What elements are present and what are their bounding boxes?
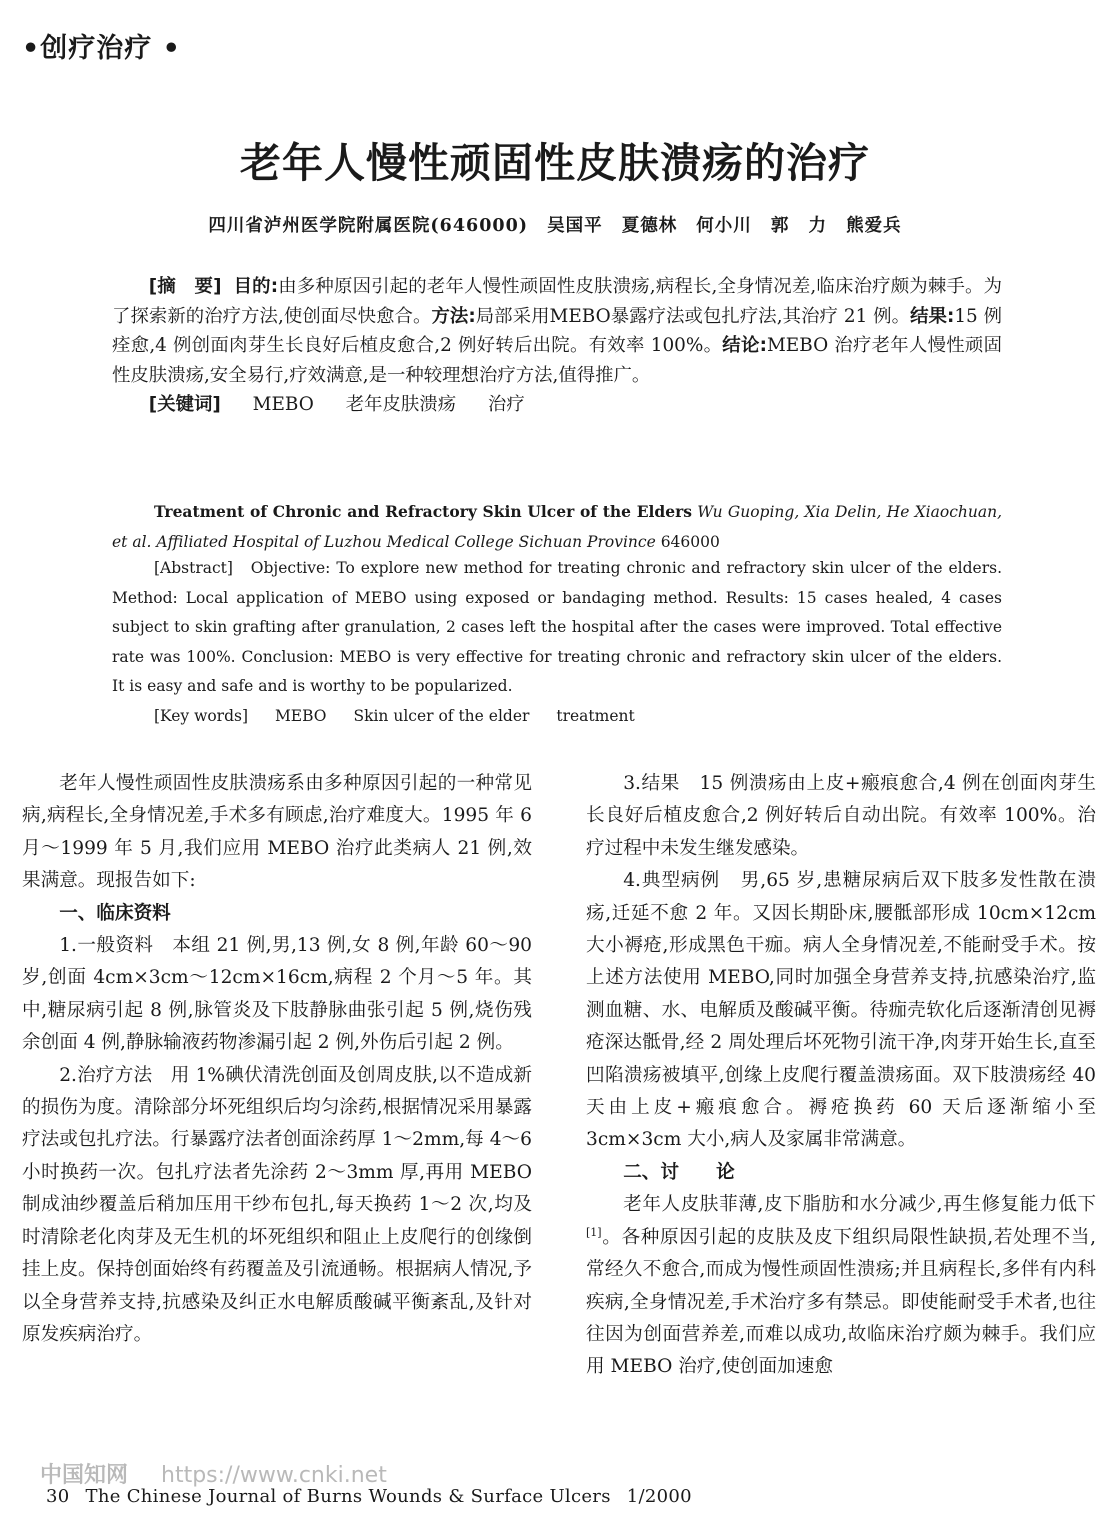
english-title-line — [112, 497, 1002, 557]
keyword: MEBO — [252, 394, 314, 415]
english-postcode: 646000 — [660, 532, 720, 551]
general-data-paragraph — [22, 930, 532, 1060]
reference-marker: [1] — [586, 1225, 602, 1239]
discussion-text-b: 。各种原因引起的皮肤及皮下组织局限性缺损,若处理不当,常经久不愈合,而成为慢性顽固性溃疡;并且病程长,多伴有内科疾病,全身情况差,手术治疗多有禁忌。即使能耐受手术者,也往往因为创面营养差,而难以成功,故临床治疗颇为棘手。我们应用 MEBO 治疗,使创面加速愈 — [586, 1226, 1096, 1378]
conclusion-label: 结论: — [722, 335, 767, 356]
conclusion-text: MEBO 治疗老年人慢性顽固性皮肤溃疡,安全易行,疗效满意,是一种较理想治疗方法,值得推广。 — [112, 335, 1002, 386]
discussion-text-a: 老年人皮肤菲薄,皮下脂肪和水分减少,再生修复能力低下 — [623, 1194, 1096, 1216]
journal-name: The Chinese Journal of Burns Wounds & Surface Ulcers — [85, 1486, 611, 1507]
body-column-left — [22, 768, 532, 1351]
general-data-text: 本组 21 例,男,13 例,女 8 例,年龄 60～90 岁,创面 4cm×3cm～12cm×16cm,病程 2 个月～5 年。其中,糖尿病引起 8 例,脉管炎及下肢静脉曲张引起 5 例,烧伤残余创面 4 例,静脉输液药物渗漏引起 2 例,外伤后引起 2 例。 — [22, 935, 533, 1054]
abstract-label: [摘 要] — [148, 276, 222, 297]
authors-line: 四川省泸州医学院附属医院(646000) 吴国平 夏德林 何小川 郭 力 熊爱兵 — [208, 216, 902, 236]
case-report-text: 男,65 岁,患糖尿病后双下肢多发性散在溃疡,迁延不愈 2 年。又因长期卧床,腰骶部形成 10cm×12cm 大小褥疮,形成黑色干痂。病人全身情况差,不能耐受手术。按上述方法使用 MEBO,同时加强全身营养支持,抗感染治疗,监测血糖、水、电解质及酸碱平衡。待痂壳软化后逐渐清创见褥疮深达骶骨,经 2 周处理后坏死物引流干净,肉芽开始生长,直至凹陷溃疡被填平,创缘上皮爬行覆盖溃疡面。双下肢溃疡经 40 天由上皮+瘢痕愈合。褥疮换药 60 天后逐渐缩小至 3cm×3cm 大小,病人及家属非常满意。 — [586, 870, 1096, 1151]
section-heading-clinical-data: 一、临床资料 — [59, 902, 171, 924]
results-paragraph — [586, 768, 1096, 865]
general-data-label: 1.一般资料 — [59, 935, 154, 957]
english-keywords-line — [112, 702, 1002, 732]
cnki-url: https://www.cnki.net — [161, 1463, 387, 1488]
journal-issue: 1/2000 — [626, 1486, 692, 1507]
english-abstract-label: [Abstract] — [154, 559, 233, 577]
results-text: 15 例痊愈,4 例创面肉芽生长良好后植皮愈合,2 例好转后出院。有效率 100%。 — [112, 305, 1003, 356]
case-report-paragraph — [586, 865, 1096, 1157]
objective-text: 由多种原因引起的老年人慢性顽固性皮肤溃疡,病程长,全身情况差,临床治疗颇为棘手。为了探索新的治疗方法,使创面尽快愈合。 — [112, 276, 1002, 327]
section-heading-discussion: 二、讨 论 — [623, 1161, 735, 1183]
case-report-label: 4.典型病例 — [623, 870, 721, 892]
results-section-text: 15 例溃疡由上皮+瘢痕愈合,4 例在创面肉芽生长良好后植皮愈合,2 例好转后自动出院。有效率 100%。治疗过程中未发生继发感染。 — [586, 773, 1096, 859]
article-title: 老年人慢性顽固性皮肤溃疡的治疗 — [240, 139, 870, 187]
english-title: Treatment of Chronic and Refractory Skin Ulcer of the Elders — [154, 502, 693, 521]
treatment-method-text: 用 1%碘伏清洗创面及创周皮肤,以不造成新的损伤为度。清除部分坏死组织后均匀涂药,根据情况采用暴露疗法或包扎疗法。行暴露疗法者创面涂药厚 1～2mm,每 4～6 小时换药一次。包扎疗法者先涂药 2～3mm 厚,再用 MEBO 制成油纱覆盖后稍加压用干纱布包扎,每天换药 1～2 次,均及时清除老化肉芽及无生机的坏死组织和阻止上皮爬行的创缘倒挂上皮。保持创面始终有药覆盖及引流通畅。根据病人情况,予以全身营养支持,抗感染及纠正水电解质酸碱平衡紊乱,及针对原发疾病治疗。 — [22, 1064, 532, 1345]
method-text: 局部采用MEBO暴露疗法或包扎疗法,其治疗 21 例。 — [475, 305, 911, 327]
keywords-line — [112, 390, 1002, 420]
english-keyword: treatment — [556, 706, 635, 725]
english-abstract-text: Objective: To explore new method for treating chronic and refractory skin ulcer of the elders. Method: Local application of MEBO using exposed or bandaging method. Results: 15 cases healed, 4 cases subject to skin grafting after granulation, 2 cases left the hospital after the cases were improved. Total effective rate was 100%. Conclusion: MEBO is very effective for treating chronic and refractory skin ulcer of the elders. It is easy and safe and is worthy to be popularized. — [112, 559, 1003, 696]
treatment-method-label: 2.治疗方法 — [59, 1064, 153, 1086]
cnki-watermark — [40, 1458, 387, 1489]
abstract-paragraph — [112, 272, 1002, 390]
results-section-label: 3.结果 — [623, 773, 680, 794]
method-label: 方法: — [431, 305, 476, 327]
body-column-right — [586, 768, 1096, 1384]
chinese-abstract — [112, 272, 1002, 420]
english-keywords-label: [Key words] — [154, 706, 248, 725]
english-authors-affiliation: Wu Guoping, Xia Delin, He Xiaochuan, et al. Affiliated Hospital of Luzhou Medical College Sichuan Province — [112, 503, 1002, 551]
keywords-label: [关键词] — [148, 394, 221, 415]
cnki-logo-text: 中国知网 — [40, 1463, 129, 1488]
intro-paragraph: 老年人慢性顽固性皮肤溃疡系由多种原因引起的一种常见病,病程长,全身情况差,手术多有顾虑,治疗难度大。1995 年 6 月～1999 年 5 月,我们应用 MEBO 治疗此类病人 21 例,效果满意。现报告如下: — [22, 773, 532, 892]
results-label: 结果: — [910, 305, 955, 327]
treatment-method-paragraph — [22, 1060, 532, 1352]
keyword: 治疗 — [487, 394, 525, 415]
objective-label: 目的: — [233, 276, 279, 297]
page-number: 30 — [46, 1486, 70, 1507]
discussion-paragraph — [586, 1189, 1096, 1383]
english-abstract — [112, 554, 1002, 732]
page-footer — [46, 1486, 702, 1507]
english-keyword: Skin ulcer of the elder — [353, 706, 530, 725]
english-keyword: MEBO — [274, 706, 327, 725]
section-tag: •创疗治疗 • — [22, 33, 181, 64]
english-abstract-paragraph — [112, 554, 1002, 702]
keyword: 老年皮肤溃疡 — [345, 394, 457, 415]
